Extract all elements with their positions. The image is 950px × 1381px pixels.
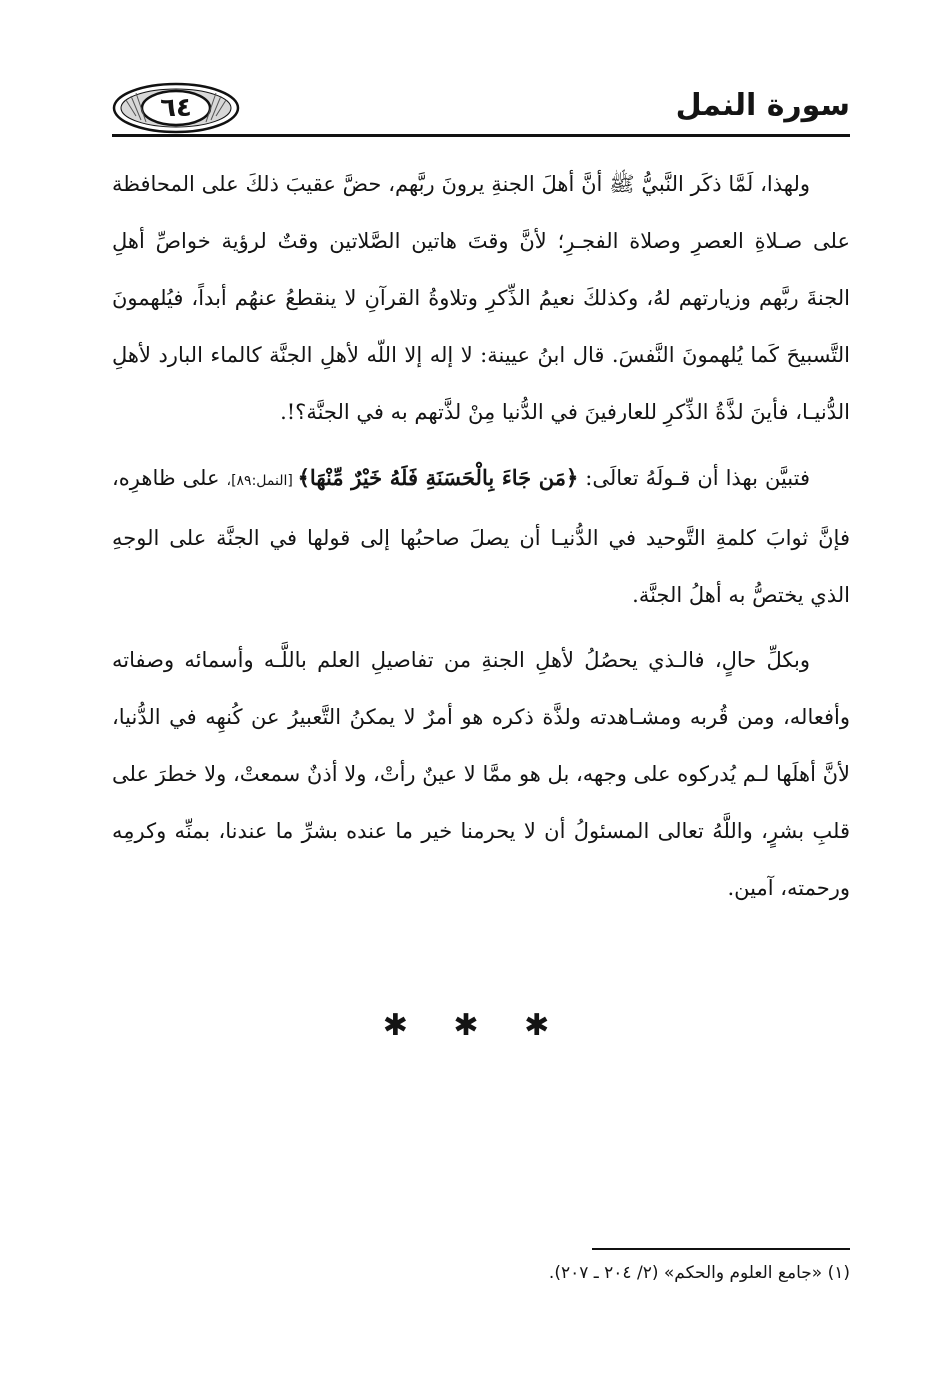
main-text	[112, 156, 850, 925]
page-number: ٦٤	[160, 93, 192, 123]
paragraph-2-rest: على ظاهرِه، فإنَّ ثوابَ كلمةِ التَّوحيد في الدُّنيـا أن يصلَ صاحبُها إلى قولها في الجنَّة على الوجهِ الذي يختصُّ به أهلُ الجنَّة.	[112, 466, 850, 607]
paragraph-3: وبكلِّ حالٍ، فالـذي يحصُلُ لأهلِ الجنةِ من تفاصيلِ العلم باللَّـه وأسمائه وصفاته وأفعاله، ومن قُربه ومشـاهدته ولذَّة ذكره هو أمرٌ لا يمكنُ التَّعبيرُ عن كُنهِه في الدُّنيا، لأنَّ أهلَها لـم يُدركوه على وجهه، بل هو ممَّا لا عينٌ رأتْ، ولا أذنٌ سمعتْ، ولا خطرَ على قلبِ بشرٍ، واللَّهُ تعالى المسئولُ أن لا يحرمنا خير ما عنده بشرِّ ما عندنا، بمنِّه وكرمِه ورحمته، آمين.	[112, 648, 850, 900]
verse-reference: [النمل:٨٩]،	[226, 473, 298, 489]
paragraph-1: ولهذا، لَمَّا ذكَر النَّبيُّ ﷺ أنَّ أهلَ الجنةِ يرونَ ربَّهم، حضَّ عقيبَ ذلكَ على المحافظة على صـلاةِ العصرِ وصلاة الفجـرِ؛ لأنَّ وقتَ هاتين الصَّلاتين وقتٌ لرؤية خواصِّ أهلِ الجنةَ ربَّهم وزيارتهم لهُ، وكذلكَ نعيمُ الذِّكرِ وتلاوةُ القرآنِ لا ينقطعُ عنهُم أبداً، فيُلهمونَ التَّسبيحَ كَما يُلهمونَ النَّفسَ. قال ابنُ عيينة: لا إله إلا اللّه لأهلِ الجنَّة كالماء البارد لأهلِ الدُّنيـا، فأينَ لذَّةُ الذِّكرِ للعارفينَ في الدُّنيا مِنْ لذَّتهم به في الجنَّة؟!.	[112, 172, 850, 424]
footnote: (١) «جامع العلوم والحكم» (٢/ ٢٠٤ ـ ٢٠٧).	[548, 1263, 850, 1283]
paragraph-2-lead: فتبيَّن بهذا أن قـولَهُ تعالَى:	[578, 466, 810, 490]
header-divider	[112, 134, 850, 137]
page-header	[112, 82, 850, 140]
quran-verse: ﴿مَن جَاءَ بِالْحَسَنَةِ فَلَهُ خَيْرٌ مِّنْهَا﴾	[297, 465, 579, 490]
footnote-divider	[592, 1248, 850, 1250]
page-number-badge	[112, 82, 240, 134]
surah-title: سورة النمل	[675, 88, 850, 123]
section-separator: ✱ ✱ ✱	[382, 1008, 568, 1043]
paragraph-2	[112, 449, 850, 624]
